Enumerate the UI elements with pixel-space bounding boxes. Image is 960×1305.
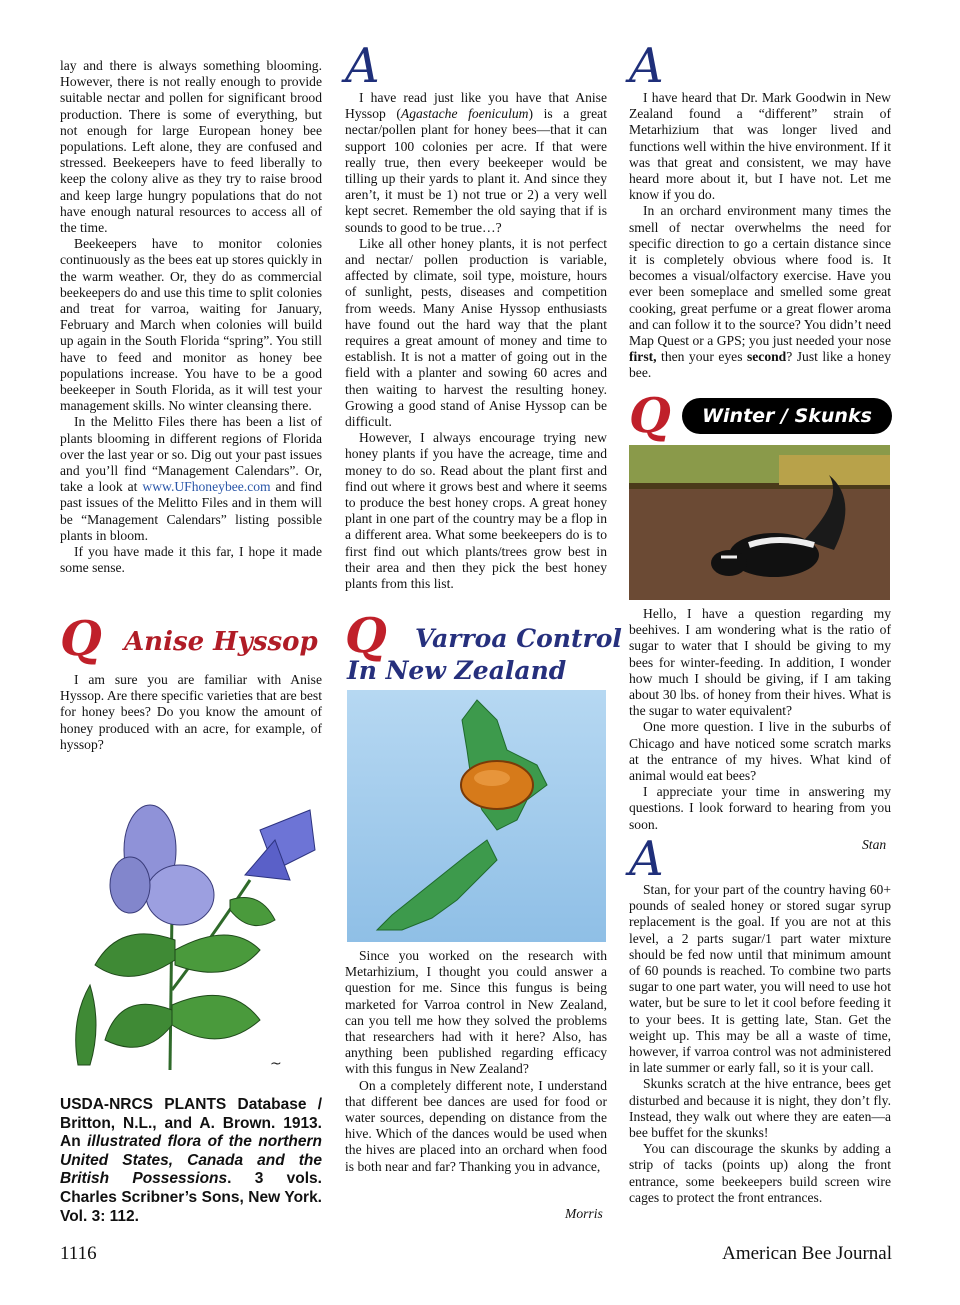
question-text: [60, 672, 322, 753]
body-paragraph: Stan, for your part of the country having 60+ pounds of sealed honey or stored sugar syrup replacement is the goal. If you are not at this level, a 2 parts sugar/1 part water mixture should be fed now until that minimum amount of 60 pounds is reached. To combine two parts sugar to one part water, you will need to use hot water, but be sure to let it cool before feeding it to your bees. It is getting late, Stan. Get the weight up. This may be all a waste of time, however, if varroa control was not administered in late summer or early fall, so it is your call.: [629, 882, 891, 1076]
skunk-photo: [629, 445, 890, 600]
question-text-varroa: [345, 948, 607, 1175]
answer-letter: A: [629, 831, 664, 887]
body-paragraph: [629, 203, 891, 381]
body-paragraph: I have heard that Dr. Mark Goodwin in New Zealand found a “different” strain of Metarhizium that was longer lived and functions well within the hive environment. If it was that great and consistent, we may have heard more about it, but I have not. Let me know if you do.: [629, 90, 891, 203]
answer-letter: A: [345, 38, 380, 94]
q-letter: Q: [60, 611, 102, 667]
body-paragraph: lay and there is always something blooming. However, there is not really enough to provide suitable nectar and pollen for significant brood production. There is some of everything, but not enough for large European honey bee populations. Left alone, they are confused and stressed. Beekeepers have to feed liberally to keep the colony alive as they try to raise brood and keep large hungry populations that do not have enough natural resources to access all of the time.: [60, 58, 322, 236]
body-paragraph: I appreciate your time in answering my questions. I look forward to hearing from you soon.: [629, 784, 891, 832]
body-paragraph: I am sure you are familiar with Anise Hyssop. Are there specific varieties that are best for honey bees? Do you know the amount of honey produced with an acre, for example, of hyssop?: [60, 672, 322, 752]
column-2: [345, 90, 607, 592]
body-paragraph: [345, 90, 607, 236]
column-1: [60, 58, 322, 577]
body-text: ? Just like a honey bee.: [629, 349, 891, 381]
emphasis: first,: [629, 349, 657, 365]
body-paragraph: [60, 414, 322, 544]
emphasis: second: [746, 349, 787, 365]
question-title: Anise Hyssop: [124, 627, 318, 657]
column-3: [629, 90, 891, 382]
body-paragraph: You can discourage the skunks by adding a strip of tacks (points up) along the front entrance, some beekeepers build screen wire cages to protect the front entrances.: [629, 1141, 891, 1205]
body-paragraph: On a completely different note, I understand that different bee dances are used for food or water sources, depending on distance from the hive. Which of the dances would be used when the hives are placed into an orchard when food is both near and far? Thanking you in advance,: [345, 1077, 607, 1174]
body-paragraph: Like all other honey plants, it is not perfect and nectar/ pollen production is variable, affected by climate, soil type, moisture, hours of sunlight, pests, diseases and competition from weeds. Many Anise Hyssop enthusiasts have found out the hard way that the plant requires a great amount of money and time to establish. It is not a matter of going out in the field with a planter and sowing 60 acres and then waiting to harvest the resulting honey. Growing a good stand of Anise Hyssop can be difficult.: [345, 235, 607, 430]
caption-text: USDA-NRCS PLANTS Database / Britton, N.L., and A. Brown. 1913. An: [60, 1096, 322, 1151]
q-letter: Q: [345, 608, 387, 664]
body-paragraph: Skunks scratch at the hive entrance, bees get disturbed and because it is night, they don’t fly. Instead, they walk out where they are eaten—a bee buffet for the skunks!: [629, 1076, 891, 1141]
svg-text:~: ~: [270, 1056, 282, 1072]
answer-letter: A: [629, 38, 664, 94]
journal-name: American Bee Journal: [722, 1243, 892, 1264]
body-text: ) is a great nectar/pollen plant for honey bees—that it can support 100 colonies per acre. If that were really true, then every beekeeper would be tilling up their yards to plant it. And since they aren’t, it must be 1) not true or 2) a very well kept secret. Remember the old saying that if is sounds to good to be true…?: [345, 106, 607, 235]
question-title-line-1: Varroa Control: [415, 624, 622, 653]
body-paragraph: Beekeepers have to monitor colonies continuously as the bees eat up stores quickly in the warm weather. Or, they do as commercial beekeepers do and use this time to split colonies and treat for varroa, waiting for January, February and March when colonies will build up again in the South Florida “spring”. You still have to feed and monitor as honey bee populations increase. You have to be a good beekeeper in South Florida, as it will test your management skills. No winter cleansing there.: [60, 236, 323, 414]
question-text-skunks: [629, 606, 891, 833]
signature: Stan: [862, 837, 887, 852]
body-text: and find past issues of the Melitto Files and in them will be “Management Calendars” listing possible plants in bloom.: [60, 479, 322, 543]
body-paragraph: However, I always encourage trying new honey plants if you have the acreage, time and money to do so. Read about the plant first and find out where it grows best and where it seems to produce the best honey crops. A great honey plant in one part of the country may be a flop in a different area. What some beekeepers do is to first find out which plants/trees grow best in their area and then they pick the best honey plants from this list.: [345, 430, 607, 592]
caption-text: . 3 vols. Charles Scribner’s Sons, New York. Vol. 3: 112.: [60, 1170, 322, 1225]
body-paragraph: Hello, I have a question regarding my beehives. I am wondering what is the ratio of sugar to water that I should be giving to my bees for winter-feeding. In addition, I wonder how much I should be giving, if I am taking about 30 lbs. of honey from their hives. What is the sugar to water equivalent?: [629, 606, 891, 719]
page-number: 1116: [60, 1243, 97, 1264]
question-heading-anise-hyssop: [60, 611, 322, 667]
body-text: then your eyes: [656, 349, 747, 365]
body-text: In an orchard environment many times the smell of nectar overwhelms the need for specific direction to go a certain distance since it is completely obvious where food is. It becomes a visual/olfactory exercise. Have you ever been someplace and smelled some great cooking, great perfume or a great flower aroma and can follow it to the source? You didn’t need Map Quest or a GPS; you just needed your nose: [629, 203, 891, 349]
signature: Morris: [565, 1206, 603, 1221]
website-link[interactable]: www.UFhoneybee.com: [142, 479, 271, 495]
scientific-name: Agastache foeniculum: [400, 106, 529, 122]
body-text: In the Melitto Files there has been a list of plants blooming in different regions of Florida over the last year or so. Dig out your past issues and you’ll find “Management Calendars”. Or, take a look at: [60, 414, 322, 495]
body-text: I have read just like you have that Anise Hyssop (: [345, 90, 607, 122]
new-zealand-varroa-image: [347, 690, 606, 942]
body-paragraph: One more question. I live in the suburbs of Chicago and have noticed some scratch marks at the entrance of my hives. What kind of animal would eat bees?: [629, 719, 891, 784]
question-heading-skunks: [629, 388, 689, 444]
caption-book-title: illustrated flora of the northern United States, Canada and the British Possessions: [60, 1133, 322, 1188]
question-title-line-2: In New Zealand: [347, 656, 567, 685]
q-letter: Q: [629, 388, 671, 444]
anise-hyssop-illustration: [60, 790, 325, 1080]
body-paragraph: If you have made it this far, I hope it made some sense.: [60, 544, 322, 576]
question-title-pill: Winter / Skunks: [682, 398, 892, 434]
question-heading-varroa: [345, 608, 622, 687]
body-paragraph: Since you worked on the research with Metarhizium, I thought you could answer a question for me. Since this fungus is being marketed for Varroa control in New Zealand, can you tell me how they solved the problems that researchers had with it here? Also, has anything been published regarding efficacy with this fungus in New Zealand?: [345, 948, 607, 1077]
answer-text-skunks: [629, 882, 891, 1206]
image-caption: [60, 1096, 322, 1226]
